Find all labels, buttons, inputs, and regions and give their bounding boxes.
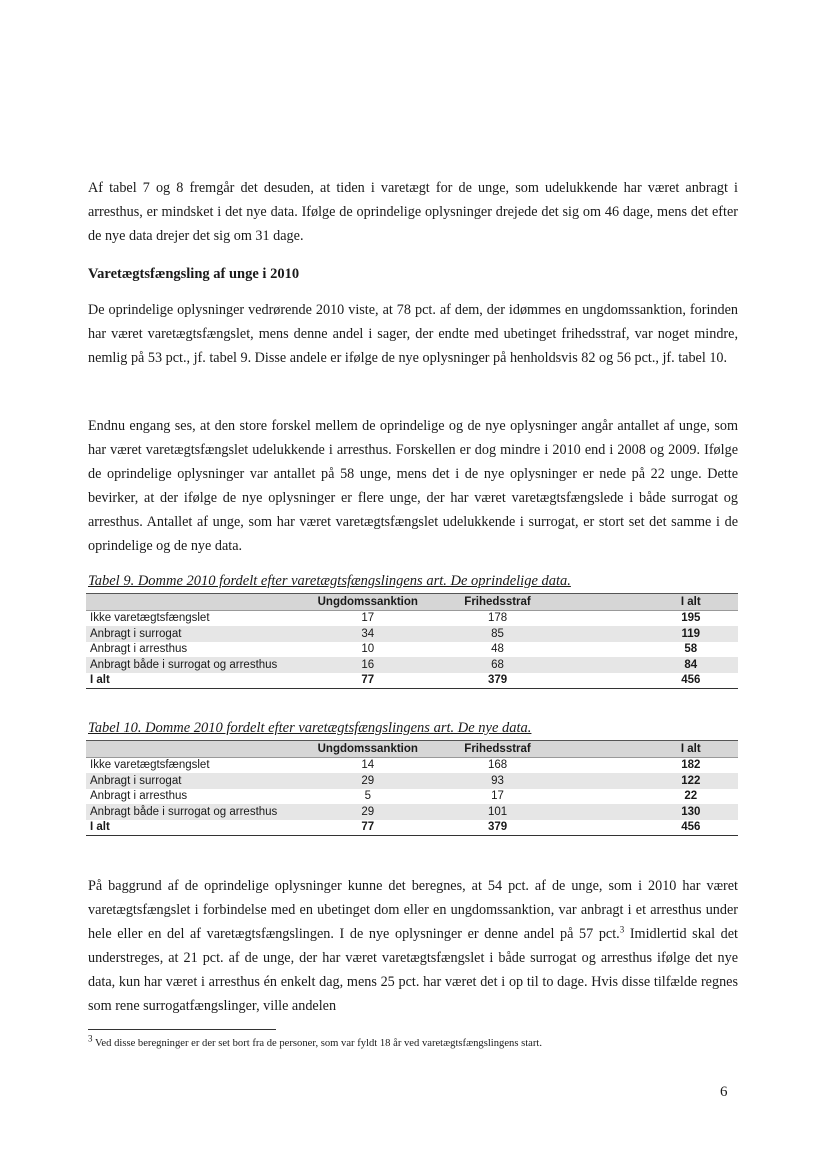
cell-total: 456 (644, 673, 738, 689)
page-number: 6 (720, 1084, 728, 1100)
paragraph-4-before: På baggrund af de oprindelige oplysninger kunne det beregnes, at 54 pct. af de unge, som i 2010 har været varetægtsfængslet i forbindelse med en ubetinget dom eller en ungdomssanktion, var anbragt i et arresthus under hele eller en del af varetægtsfængslingen. I de nye oplysninger er denne andel på 57 pct. (88, 878, 738, 942)
cell-blank (557, 626, 643, 642)
table-row (86, 626, 738, 642)
cell-frihedsstraf: 68 (438, 657, 557, 673)
cell-ungdomssanktion: 77 (298, 820, 438, 836)
cell-ungdomssanktion: 17 (361, 612, 375, 625)
row-label: Anbragt i arresthus (90, 790, 188, 803)
table9-header-label (86, 594, 298, 611)
table-row (86, 789, 738, 805)
cell-total: 456 (644, 820, 738, 836)
cell-ungdomssanktion: 5 (364, 790, 371, 803)
paragraph-2: De oprindelige oplysninger vedrørende 2010 viste, at 78 pct. af dem, der idømmes en ungdomssanktion, forinden har været varetægtsfængslet, mens denne andel i sager, der endte med ubetinget frihedsstraf, var noget mindre, nemlig på 53 pct., jf. tabel 9. Disse andele er ifølge de nye oplysninger på henholdsvis 82 og 56 pct., jf. tabel 10. (88, 302, 738, 366)
table-row (86, 804, 738, 820)
cell-blank (557, 804, 643, 820)
table10-caption: Tabel 10. Domme 2010 fordelt efter varetægtsfængslingens art. De nye data. (88, 720, 532, 736)
footnote (88, 1033, 542, 1049)
paragraph-4-after: Imidlertid skal det understreges, at 21 pct. af de unge, der har været varetægtsfængslet i både surrogat og arresthus ifølge det nye data, kun har været i arresthus én enkelt dag, mens 25 pct. har været det i op til to dage. Hvis disse tilfælde regnes som rene surrogatfængslinger, ville andelen (88, 926, 738, 1014)
cell-total: 195 (681, 612, 701, 625)
paragraph-4 (88, 874, 738, 1018)
table9-header-row (86, 594, 738, 611)
cell-frihedsstraf: 93 (438, 773, 557, 789)
cell-ungdomssanktion: 14 (361, 759, 375, 772)
cell-blank (557, 642, 643, 658)
table9-caption: Tabel 9. Domme 2010 fordelt efter varetægtsfængslingens art. De oprindelige data. (88, 573, 571, 589)
table9-header-total: I alt (644, 594, 738, 611)
cell-blank (557, 610, 643, 626)
table-row (86, 610, 738, 626)
cell-total: 58 (684, 643, 698, 656)
row-label: Ikke varetægtsfængslet (90, 612, 210, 625)
cell-frihedsstraf: 17 (491, 790, 504, 803)
cell-total: 130 (644, 804, 738, 820)
cell-total: 122 (644, 773, 738, 789)
cell-frihedsstraf: 178 (487, 612, 508, 625)
cell-frihedsstraf: 379 (438, 820, 557, 836)
cell-frihedsstraf: 48 (491, 643, 504, 656)
row-label: I alt (86, 673, 298, 689)
cell-frihedsstraf: 101 (438, 804, 557, 820)
cell-ungdomssanktion: 29 (298, 804, 438, 820)
cell-blank (557, 657, 643, 673)
cell-ungdomssanktion: 16 (298, 657, 438, 673)
paragraph-1: Af tabel 7 og 8 fremgår det desuden, at tiden i varetægt for de unge, som udelukkende har været anbragt i arresthus, er mindsket i det nye data. Ifølge de oprindelige oplysninger drejede det sig om 46 dage, mens det efter de nye data drejer det sig om 31 dage. (88, 180, 738, 244)
cell-blank (557, 820, 643, 836)
row-label: Anbragt både i surrogat og arresthus (86, 657, 298, 673)
table-row (86, 757, 738, 773)
table10 (86, 740, 738, 836)
table-row (86, 773, 738, 789)
table10-header-label (86, 741, 298, 758)
table10-header-frihedsstraf: Frihedsstraf (438, 741, 557, 758)
footnote-divider (88, 1029, 276, 1030)
cell-blank (557, 789, 643, 805)
table9-header-ungdomssanktion: Ungdomssanktion (298, 594, 438, 611)
paragraph-3: Endnu engang ses, at den store forskel mellem de oprindelige og de nye oplysninger angår antallet af unge, som har været varetægtsfængslet udelukkende i arresthus. Forskellen er dog mindre i 2010 end i 2008 og 2009. Ifølge de oprindelige oplysninger var antallet på 58 unge, mens det i de nye oplysninger er nede på 22 unge. Dette bevirker, at der ifølge de nye oplysninger er flere unge, der har været varetægtsfængslede i både surrogat og arresthus. Antallet af unge, som har været varetægtsfængslet udelukkende i surrogat, er stort set det samme i de oprindelige og de nye data. (88, 418, 738, 554)
table9 (86, 593, 738, 689)
row-label: Anbragt i surrogat (86, 626, 298, 642)
cell-total: 119 (644, 626, 738, 642)
footnote-text: Ved disse beregninger er der set bort fra de personer, som var fyldt 18 år ved varetægtsfængslingens start. (92, 1038, 542, 1049)
table-row-total (86, 820, 738, 836)
cell-blank (557, 757, 643, 773)
table9-header-blank (557, 594, 643, 611)
table10-header-total: I alt (644, 741, 738, 758)
cell-frihedsstraf: 85 (438, 626, 557, 642)
footnote-mark: 3 (88, 1033, 93, 1044)
row-label: Anbragt i arresthus (90, 643, 188, 656)
cell-frihedsstraf: 379 (438, 673, 557, 689)
cell-ungdomssanktion: 34 (298, 626, 438, 642)
cell-blank (557, 773, 643, 789)
footnote-reference: 3 (619, 924, 625, 935)
cell-ungdomssanktion: 10 (361, 643, 375, 656)
row-label: Anbragt både i surrogat og arresthus (86, 804, 298, 820)
cell-ungdomssanktion: 29 (298, 773, 438, 789)
section-heading: Varetægtsfængsling af unge i 2010 (88, 266, 300, 282)
cell-frihedsstraf: 168 (487, 759, 508, 772)
table10-header-blank (557, 741, 643, 758)
row-label: Anbragt i surrogat (86, 773, 298, 789)
row-label: Ikke varetægtsfængslet (90, 759, 210, 772)
table10-header-row (86, 741, 738, 758)
cell-ungdomssanktion: 77 (298, 673, 438, 689)
table-row-total (86, 673, 738, 689)
table10-header-ungdomssanktion: Ungdomssanktion (298, 741, 438, 758)
cell-blank (557, 673, 643, 689)
cell-total: 84 (644, 657, 738, 673)
cell-total: 22 (684, 790, 698, 803)
cell-total: 182 (681, 759, 701, 772)
table-row (86, 657, 738, 673)
table-row (86, 642, 738, 658)
table9-header-frihedsstraf: Frihedsstraf (438, 594, 557, 611)
row-label: I alt (86, 820, 298, 836)
